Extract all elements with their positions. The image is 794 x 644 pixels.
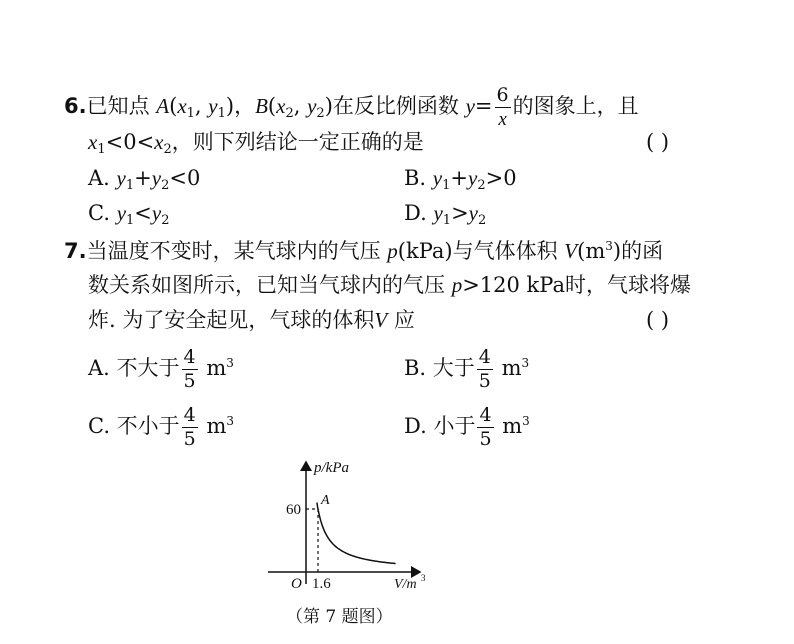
q7-line-1: 7.当温度不变时，某气球内的气压 p(kPa)与气体体积 $V(m^3)$的函: [64, 239, 664, 263]
y-axis-label: p/kPa: [314, 460, 349, 476]
q7-option-b: B. 大于 $\frac{4}{5}$ $m^3$: [404, 346, 530, 392]
q6-option-c: C. $y_1<y_2$: [88, 201, 170, 228]
q7-line-3: 炸. 为了安全起见，气球的体积V 应: [88, 308, 415, 332]
q6-option-d: D. $y_1>y_2$: [404, 201, 487, 228]
y-tick-60: 60: [286, 502, 301, 518]
q7-answer-paren: ( ): [646, 308, 670, 332]
q7-line-2: 数关系如图所示，已知当气球内的气压 p>120 kPa时，气球将爆: [88, 273, 691, 297]
inverse-proportion-curve: [317, 503, 396, 564]
point-a-label: A: [321, 493, 330, 508]
q6-line-1: 6.已知点 $A(x_1$, $y_1$)，$B(x_2$, $y_2$)在反比例函数 y= $\frac{6}{x}$ 的图象上，且: [64, 84, 639, 130]
origin-label: O: [291, 576, 302, 592]
x-axis-label: V/m: [394, 577, 417, 592]
q7-number: 7.: [64, 239, 87, 263]
q7-option-a: A. 不大于 $\frac{4}{5}$ $m^3$: [88, 346, 234, 392]
q6-option-a: A. $y_1+y_2<0$: [88, 166, 201, 193]
q6-number: 6.: [64, 94, 87, 118]
q6-function-fraction: $\frac{6}{x}$: [496, 84, 509, 130]
q6-option-b: B. $y_1+y_2>0$: [404, 166, 517, 193]
x-axis-label-sup: 3: [421, 573, 426, 583]
q6-line-2: $x_1<0<x_2$，则下列结论一定正确的是: [88, 130, 424, 157]
q7-option-c: C. 不小于 $\frac{4}{5}$ $m^3$: [88, 404, 235, 450]
q7-option-d: D. 小于 $\frac{4}{5}$ $m^3$: [404, 404, 530, 450]
q6-answer-paren: ( ): [646, 130, 670, 154]
x-tick-1-6: 1.6: [312, 576, 331, 592]
figure-caption: （第 7 题图）: [286, 607, 393, 627]
